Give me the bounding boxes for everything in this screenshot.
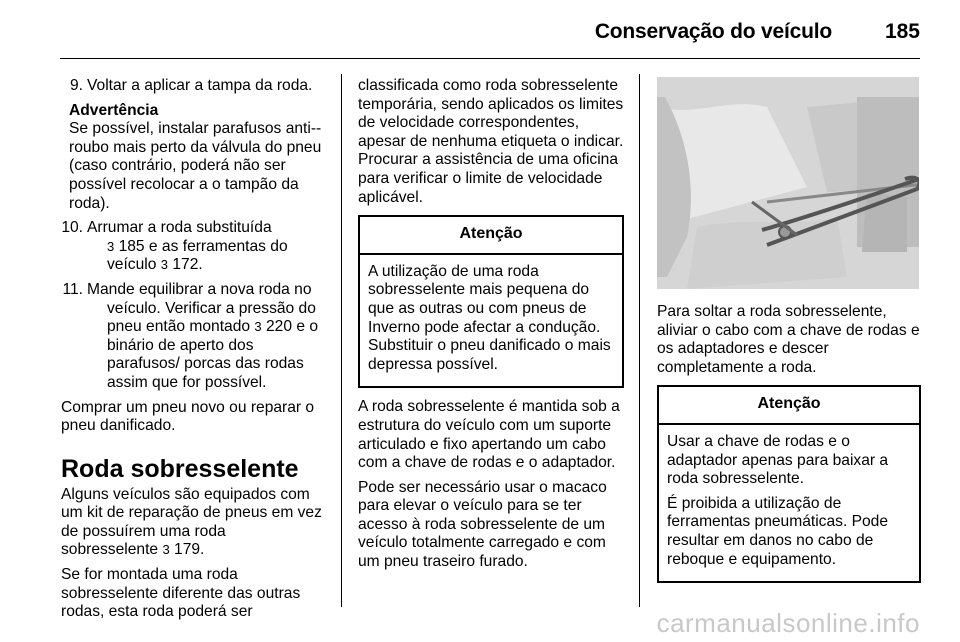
column-1: [61, 77, 325, 628]
list-number: 9.: [69, 77, 83, 94]
header-rule: [60, 58, 920, 59]
list-text-cont: veículo. Verificar a pressão do pneu então montado: [107, 299, 316, 336]
paragraph: Se for montada uma roda sobresselente diferente das outras rodas, esta roda poderá ser: [61, 566, 301, 621]
spare-wheel-illustration: [657, 77, 919, 289]
page-number: 185: [884, 20, 920, 43]
column-2: [358, 77, 624, 578]
paragraph: Comprar um pneu novo ou reparar o pneu danificado.: [61, 398, 315, 435]
paragraph-text: 179.: [174, 541, 205, 559]
page-ref-icon: 3: [162, 542, 170, 558]
warning-block: [61, 102, 325, 214]
page-ref-icon: 3: [160, 257, 168, 273]
column-divider-2: [639, 74, 640, 607]
page-ref-icon: 3: [254, 319, 262, 335]
list-continuation: [87, 300, 325, 393]
list-text: Voltar a aplicar a tampa da roda.: [87, 77, 313, 94]
caution-text: É proibida a utilização de ferramentas pneumáticas. Pode resultar em danos no cabo de reboque e equipamento.: [667, 494, 889, 568]
list-text-cont: 185 e as ferramentas do veículo: [107, 237, 288, 274]
list-item-9: [61, 77, 325, 96]
paragraph: Para soltar a roda sobresselente, aliviar o cabo com a chave de rodas e os adaptadores e descer completamente a roda.: [657, 303, 920, 376]
page-header: [0, 0, 960, 58]
column-3: [657, 77, 921, 593]
watermark: carmanualsonline.info: [656, 608, 920, 638]
caution-box: [657, 385, 921, 583]
paragraph: A roda sobresselente é mantida sob a estrutura do veículo com um suporte articulado e fixo apertando um cabo com a chave de rodas e o adaptador.: [358, 398, 620, 472]
wheel-wrench-icon: [657, 77, 919, 289]
list-item-11: [61, 281, 325, 393]
caution-title: Atenção: [659, 387, 919, 425]
list-text-cont: 220 e o binário de aperto dos parafusos/ porcas das rodas assim que for possível.: [107, 318, 319, 391]
list-text: Arrumar a roda substituída: [87, 219, 272, 237]
page-ref-icon: 3: [107, 238, 115, 254]
section-heading: Roda sobresselente: [61, 454, 299, 483]
column-divider-1: [341, 74, 342, 607]
warning-title: Advertência: [69, 101, 159, 119]
paragraph: [61, 486, 325, 560]
caution-body: [360, 255, 622, 387]
page-title: Conservação do veículo: [594, 20, 832, 43]
list-text-cont: 172.: [172, 256, 203, 274]
list-continuation: [87, 238, 325, 275]
caution-box: [358, 215, 624, 388]
warning-text: Se possível, instalar parafusos anti--roubo mais perto da válvula do pneu (caso contrário, poderá não ser possível recolocar a o tampão da roda).: [69, 120, 322, 212]
caution-text: A utilização de uma roda sobresselente mais pequena do que as outras ou com pneus de Inverno pode afectar a condução. Substituir o pneu danificado o mais depressa possível.: [368, 262, 611, 373]
caution-text: Usar a chave de rodas e o adaptador apenas para baixar a roda sobresselente.: [667, 432, 889, 488]
paragraph-text: Alguns veículos são equipados com um kit de reparação de pneus em vez de possuírem uma roda sobresselente: [61, 485, 322, 559]
caution-body: [659, 425, 919, 581]
list-number: 11.: [62, 280, 83, 298]
paragraph: classificada como roda sobresselente temporária, sendo aplicados os limites de velocidade correspondentes, apesar de nenhuma etiqueta o indicar. Procurar a assistência de uma oficina para verificar o limite de velocidade aplicável.: [358, 77, 624, 206]
paragraph: Pode ser necessário usar o macaco para elevar o veículo para se ter acesso à roda sobresselente de um veículo totalmente carregado e com um pneu traseiro furado.: [358, 478, 607, 571]
list-text: Mande equilibrar a nova roda no: [87, 280, 312, 298]
caution-title: Atenção: [360, 217, 622, 255]
list-number: 10.: [61, 219, 83, 237]
list-item-10: [61, 219, 325, 275]
